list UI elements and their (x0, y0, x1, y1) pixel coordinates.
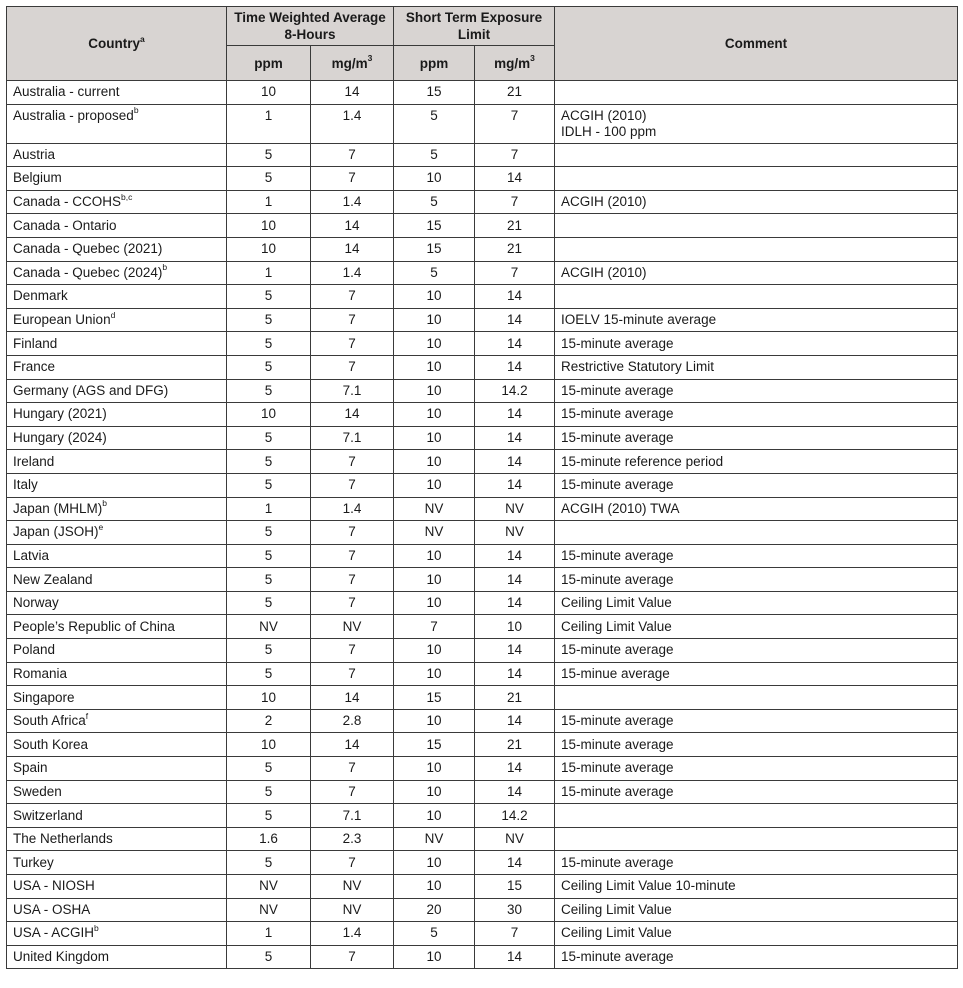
twa-mg-cell: NV (311, 898, 394, 922)
table-row (7, 285, 958, 309)
twa-ppm-cell: 5 (227, 639, 311, 663)
comment-cell (555, 285, 958, 309)
table-row (7, 497, 958, 521)
country-cell: South Korea (7, 733, 227, 757)
twa-ppm-cell: 5 (227, 544, 311, 568)
twa-mg-cell: 7.1 (311, 426, 394, 450)
comment-cell: ACGIH (2010) (555, 261, 958, 285)
table-row (7, 662, 958, 686)
country-cell: European Union$^d$ (7, 308, 227, 332)
stel-ppm-cell: 15 (394, 733, 475, 757)
stel-mg-cell: 21 (475, 237, 555, 261)
stel-mg-cell: 14 (475, 709, 555, 733)
country-cell: France (7, 355, 227, 379)
stel-mg-cell: NV (475, 827, 555, 851)
country-cell: USA - ACGIH$^b$ (7, 922, 227, 946)
twa-ppm-cell: 10 (227, 686, 311, 710)
footnote-marker: b (162, 262, 168, 273)
comment-cell: 15-minute average (555, 945, 958, 969)
comment-cell: ACGIH (2010) (555, 190, 958, 214)
table-row (7, 167, 958, 191)
twa-mg-cell: 14 (311, 237, 394, 261)
twa-mg-header: $mg/m^3$ (311, 46, 394, 81)
comment-cell: 15-minute average (555, 568, 958, 592)
table-row (7, 143, 958, 167)
country-cell: Spain (7, 757, 227, 781)
stel-ppm-cell: 10 (394, 403, 475, 427)
country-cell: Hungary (2024) (7, 426, 227, 450)
stel-mg-cell: 14.2 (475, 804, 555, 828)
twa-mg-cell: 14 (311, 214, 394, 238)
twa-ppm-cell: 5 (227, 591, 311, 615)
twa-mg-cell: 14 (311, 686, 394, 710)
country-cell: Finland (7, 332, 227, 356)
stel-mg-cell: 10 (475, 615, 555, 639)
stel-mg-cell: 14 (475, 662, 555, 686)
table-row (7, 544, 958, 568)
country-cell: Austria (7, 143, 227, 167)
table-row (7, 214, 958, 238)
comment-cell (555, 521, 958, 545)
comment-cell (555, 804, 958, 828)
footnote-marker: e (98, 521, 104, 532)
twa-ppm-cell: 5 (227, 662, 311, 686)
twa-ppm-cell: 10 (227, 237, 311, 261)
comment-cell (555, 81, 958, 105)
country-cell: Germany (AGS and DFG) (7, 379, 227, 403)
country-cell: Ireland (7, 450, 227, 474)
twa-ppm-cell: 5 (227, 167, 311, 191)
twa-mg-cell: 7 (311, 568, 394, 592)
table-row (7, 945, 958, 969)
country-cell: Australia - current (7, 81, 227, 105)
table-row (7, 308, 958, 332)
stel-mg-cell: 21 (475, 214, 555, 238)
twa-mg-cell: 7 (311, 757, 394, 781)
twa-mg-cell: 1.4 (311, 497, 394, 521)
twa-ppm-cell: 5 (227, 757, 311, 781)
comment-cell: Ceiling Limit Value (555, 922, 958, 946)
country-cell: Japan (JSOH)$^e$ (7, 521, 227, 545)
twa-ppm-cell: 5 (227, 355, 311, 379)
twa-mg-cell: 7 (311, 473, 394, 497)
stel-mg-cell: 14 (475, 945, 555, 969)
twa-mg-cell: 7 (311, 521, 394, 545)
twa-ppm-cell: NV (227, 898, 311, 922)
twa-ppm-cell: 2 (227, 709, 311, 733)
comment-cell: ACGIH (2010) TWA (555, 497, 958, 521)
stel-ppm-cell: 10 (394, 568, 475, 592)
stel-mg-cell: 14 (475, 639, 555, 663)
twa-ppm-cell: 5 (227, 332, 311, 356)
stel-ppm-cell: 15 (394, 81, 475, 105)
twa-mg-cell: 7 (311, 167, 394, 191)
twa-mg-cell: 7 (311, 945, 394, 969)
stel-mg-cell: 21 (475, 686, 555, 710)
stel-mg-cell: 14 (475, 851, 555, 875)
twa-ppm-cell: 1 (227, 922, 311, 946)
twa-ppm-cell: 5 (227, 450, 311, 474)
comment-cell: Ceiling Limit Value (555, 898, 958, 922)
twa-ppm-cell: 5 (227, 143, 311, 167)
twa-ppm-cell: NV (227, 615, 311, 639)
stel-ppm-cell: 10 (394, 662, 475, 686)
comment-cell: 15-minute average (555, 473, 958, 497)
comment-cell: 15-minute average (555, 403, 958, 427)
stel-ppm-cell: 10 (394, 875, 475, 899)
table-row (7, 639, 958, 663)
twa-ppm-cell: 5 (227, 568, 311, 592)
stel-mg-cell: NV (475, 497, 555, 521)
twa-mg-cell: 7 (311, 285, 394, 309)
comment-cell: Ceiling Limit Value 10-minute (555, 875, 958, 899)
country-cell: Sweden (7, 780, 227, 804)
table-row (7, 568, 958, 592)
twa-mg-cell: 7 (311, 851, 394, 875)
twa-ppm-cell: 1 (227, 104, 311, 143)
stel-mg-cell: 14 (475, 780, 555, 804)
twa-mg-cell: 7 (311, 591, 394, 615)
twa-ppm-cell: 5 (227, 521, 311, 545)
twa-mg-cell: 7 (311, 662, 394, 686)
table-row (7, 875, 958, 899)
comment-cell: 15-minue average (555, 662, 958, 686)
country-cell: Canada - Quebec $(2024)^b$ (7, 261, 227, 285)
stel-mg-cell: 7 (475, 143, 555, 167)
country-cell: Switzerland (7, 804, 227, 828)
stel-mg-cell: 15 (475, 875, 555, 899)
table-row (7, 237, 958, 261)
table-row (7, 757, 958, 781)
twa-mg-cell: NV (311, 615, 394, 639)
stel-ppm-cell: 10 (394, 945, 475, 969)
stel-ppm-cell: 10 (394, 355, 475, 379)
table-row (7, 450, 958, 474)
twa-ppm-cell: 10 (227, 214, 311, 238)
comment-cell: Ceiling Limit Value (555, 615, 958, 639)
stel-ppm-cell: 10 (394, 757, 475, 781)
stel-ppm-cell: 10 (394, 544, 475, 568)
country-cell: USA - NIOSH (7, 875, 227, 899)
country-cell: Norway (7, 591, 227, 615)
comment-cell: 15-minute average (555, 639, 958, 663)
table-row (7, 780, 958, 804)
stel-ppm-cell: 7 (394, 615, 475, 639)
twa-ppm-cell: 10 (227, 733, 311, 757)
table-row (7, 355, 958, 379)
stel-ppm-cell: 20 (394, 898, 475, 922)
table-row (7, 81, 958, 105)
twa-mg-cell: 7 (311, 780, 394, 804)
comment-cell (555, 214, 958, 238)
table-row (7, 851, 958, 875)
stel-ppm-cell: 10 (394, 285, 475, 309)
stel-ppm-cell: 5 (394, 190, 475, 214)
country-cell: New Zealand (7, 568, 227, 592)
twa-ppm-cell: 1 (227, 261, 311, 285)
comment-cell: 15-minute average (555, 332, 958, 356)
footnote-marker: b (94, 922, 99, 933)
table-row (7, 709, 958, 733)
country-cell: South Africa$^f$ (7, 709, 227, 733)
twa-ppm-header: ppm (227, 46, 311, 81)
twa-mg-cell: 7 (311, 355, 394, 379)
stel-mg-cell: 14 (475, 544, 555, 568)
twa-ppm-cell: 1.6 (227, 827, 311, 851)
comment-cell: 15-minute average (555, 733, 958, 757)
stel-mg-cell: 14 (475, 332, 555, 356)
footnote-marker: d (110, 309, 116, 320)
comment-header: Comment (555, 7, 958, 81)
comment-cell: IOELV 15-minute average (555, 308, 958, 332)
country-cell: Poland (7, 639, 227, 663)
twa-mg-cell: 14 (311, 403, 394, 427)
comment-cell: 15-minute average (555, 379, 958, 403)
twa-mg-cell: 7 (311, 544, 394, 568)
twa-ppm-cell: 5 (227, 945, 311, 969)
comment-cell: Restrictive Statutory Limit (555, 355, 958, 379)
table-row (7, 426, 958, 450)
stel-mg-cell: 14 (475, 426, 555, 450)
stel-ppm-cell: 10 (394, 167, 475, 191)
comment-cell (555, 167, 958, 191)
twa-ppm-cell: 1 (227, 497, 311, 521)
stel-ppm-cell: 5 (394, 922, 475, 946)
stel-ppm-cell: 10 (394, 332, 475, 356)
country-cell: Singapore (7, 686, 227, 710)
stel-mg-header: $mg/m^3$ (475, 46, 555, 81)
stel-mg-cell: 7 (475, 104, 555, 143)
table-row (7, 686, 958, 710)
table-row (7, 615, 958, 639)
stel-mg-cell: 14 (475, 757, 555, 781)
twa-ppm-cell: NV (227, 875, 311, 899)
stel-ppm-cell: NV (394, 827, 475, 851)
country-cell: Canada - Ontario (7, 214, 227, 238)
stel-mg-cell: 21 (475, 733, 555, 757)
comment-cell: 15-minute reference period (555, 450, 958, 474)
twa-ppm-cell: 5 (227, 285, 311, 309)
comment-cell: 15-minute average (555, 851, 958, 875)
stel-mg-cell: 14 (475, 450, 555, 474)
twa-mg-cell: 7 (311, 143, 394, 167)
stel-header: Short Term Exposure Limit (394, 7, 555, 46)
footnote-marker: b (102, 498, 108, 509)
stel-ppm-header: ppm (394, 46, 475, 81)
country-cell: Turkey (7, 851, 227, 875)
twa-mg-cell: 14 (311, 733, 394, 757)
stel-ppm-cell: 15 (394, 237, 475, 261)
comment-cell: 15-minute average (555, 757, 958, 781)
comment-cell (555, 237, 958, 261)
comment-cell (555, 827, 958, 851)
country-cell: USA - OSHA (7, 898, 227, 922)
stel-ppm-cell: 10 (394, 450, 475, 474)
twa-mg-cell: 7 (311, 332, 394, 356)
twa-ppm-cell: 5 (227, 851, 311, 875)
country-header: Country$^a$ (7, 7, 227, 81)
stel-mg-cell: NV (475, 521, 555, 545)
stel-ppm-cell: 10 (394, 379, 475, 403)
comment-cell: 15-minute average (555, 426, 958, 450)
twa-ppm-cell: 5 (227, 308, 311, 332)
country-cell: Denmark (7, 285, 227, 309)
twa-mg-cell: 7 (311, 450, 394, 474)
twa-mg-cell: 7.1 (311, 379, 394, 403)
table-body (7, 81, 958, 969)
country-cell: Latvia (7, 544, 227, 568)
table-row (7, 827, 958, 851)
twa-ppm-cell: 5 (227, 426, 311, 450)
stel-mg-cell: 14.2 (475, 379, 555, 403)
country-cell: The Netherlands (7, 827, 227, 851)
twa-mg-cell: 1.4 (311, 261, 394, 285)
stel-mg-cell: 14 (475, 473, 555, 497)
table-row (7, 521, 958, 545)
comment-cell (555, 686, 958, 710)
table-row (7, 898, 958, 922)
stel-ppm-cell: 10 (394, 591, 475, 615)
twa-header: Time Weighted Average 8-Hours (227, 7, 394, 46)
table-row (7, 104, 958, 143)
comment-cell: 15-minute average (555, 709, 958, 733)
stel-ppm-cell: 10 (394, 308, 475, 332)
twa-ppm-cell: 5 (227, 780, 311, 804)
stel-ppm-cell: 10 (394, 639, 475, 663)
stel-ppm-cell: 15 (394, 686, 475, 710)
stel-ppm-cell: 5 (394, 261, 475, 285)
stel-ppm-cell: 10 (394, 709, 475, 733)
table-row (7, 403, 958, 427)
table-row (7, 261, 958, 285)
twa-ppm-cell: 5 (227, 379, 311, 403)
stel-mg-cell: 7 (475, 190, 555, 214)
country-cell: Belgium (7, 167, 227, 191)
twa-mg-cell: 7 (311, 308, 394, 332)
comment-cell: 15-minute average (555, 780, 958, 804)
stel-ppm-cell: 10 (394, 426, 475, 450)
table-row (7, 591, 958, 615)
country-cell: Australia - proposed$^b$ (7, 104, 227, 143)
stel-ppm-cell: 10 (394, 804, 475, 828)
comment-cell (555, 143, 958, 167)
stel-mg-cell: 7 (475, 922, 555, 946)
footnote-marker: b (133, 105, 139, 116)
country-cell: Italy (7, 473, 227, 497)
table-row (7, 190, 958, 214)
comment-cell: ACGIH (2010) IDLH - 100 ppm (555, 104, 958, 143)
twa-mg-cell: 2.3 (311, 827, 394, 851)
footnote-marker: f (85, 710, 89, 721)
stel-mg-cell: 14 (475, 285, 555, 309)
table-row (7, 473, 958, 497)
comment-cell: 15-minute average (555, 544, 958, 568)
twa-mg-cell: 14 (311, 81, 394, 105)
twa-ppm-cell: 10 (227, 81, 311, 105)
stel-ppm-cell: 10 (394, 851, 475, 875)
stel-mg-cell: 14 (475, 591, 555, 615)
country-cell: Romania (7, 662, 227, 686)
stel-mg-cell: 14 (475, 167, 555, 191)
country-cell: Hungary (2021) (7, 403, 227, 427)
stel-ppm-cell: NV (394, 497, 475, 521)
stel-ppm-cell: NV (394, 521, 475, 545)
table-row (7, 332, 958, 356)
stel-ppm-cell: 15 (394, 214, 475, 238)
country-cell: United Kingdom (7, 945, 227, 969)
stel-mg-cell: 7 (475, 261, 555, 285)
stel-mg-cell: 14 (475, 308, 555, 332)
country-cell: Canada - Quebec (2021) (7, 237, 227, 261)
country-cell: People’s Republic of China (7, 615, 227, 639)
stel-mg-cell: 14 (475, 403, 555, 427)
twa-mg-cell: 7 (311, 639, 394, 663)
twa-mg-cell: 2.8 (311, 709, 394, 733)
twa-ppm-cell: 10 (227, 403, 311, 427)
stel-mg-cell: 14 (475, 355, 555, 379)
comment-cell: Ceiling Limit Value (555, 591, 958, 615)
country-cell: Japan (MHLM)$^b$ (7, 497, 227, 521)
country-cell: Canada - CCOHS$^{b,c}$ (7, 190, 227, 214)
table-row (7, 379, 958, 403)
stel-mg-cell: 14 (475, 568, 555, 592)
twa-mg-cell: NV (311, 875, 394, 899)
twa-mg-cell: 1.4 (311, 922, 394, 946)
twa-mg-cell: 1.4 (311, 104, 394, 143)
table-row (7, 733, 958, 757)
exposure-limits-table (6, 6, 958, 969)
twa-ppm-cell: 5 (227, 804, 311, 828)
stel-mg-cell: 21 (475, 81, 555, 105)
twa-mg-cell: 7.1 (311, 804, 394, 828)
twa-ppm-cell: 1 (227, 190, 311, 214)
twa-mg-cell: 1.4 (311, 190, 394, 214)
twa-ppm-cell: 5 (227, 473, 311, 497)
footnote-marker: b,c (121, 191, 133, 202)
stel-ppm-cell: 5 (394, 143, 475, 167)
stel-ppm-cell: 10 (394, 473, 475, 497)
table-row (7, 804, 958, 828)
table-row (7, 922, 958, 946)
stel-ppm-cell: 10 (394, 780, 475, 804)
stel-ppm-cell: 5 (394, 104, 475, 143)
stel-mg-cell: 30 (475, 898, 555, 922)
